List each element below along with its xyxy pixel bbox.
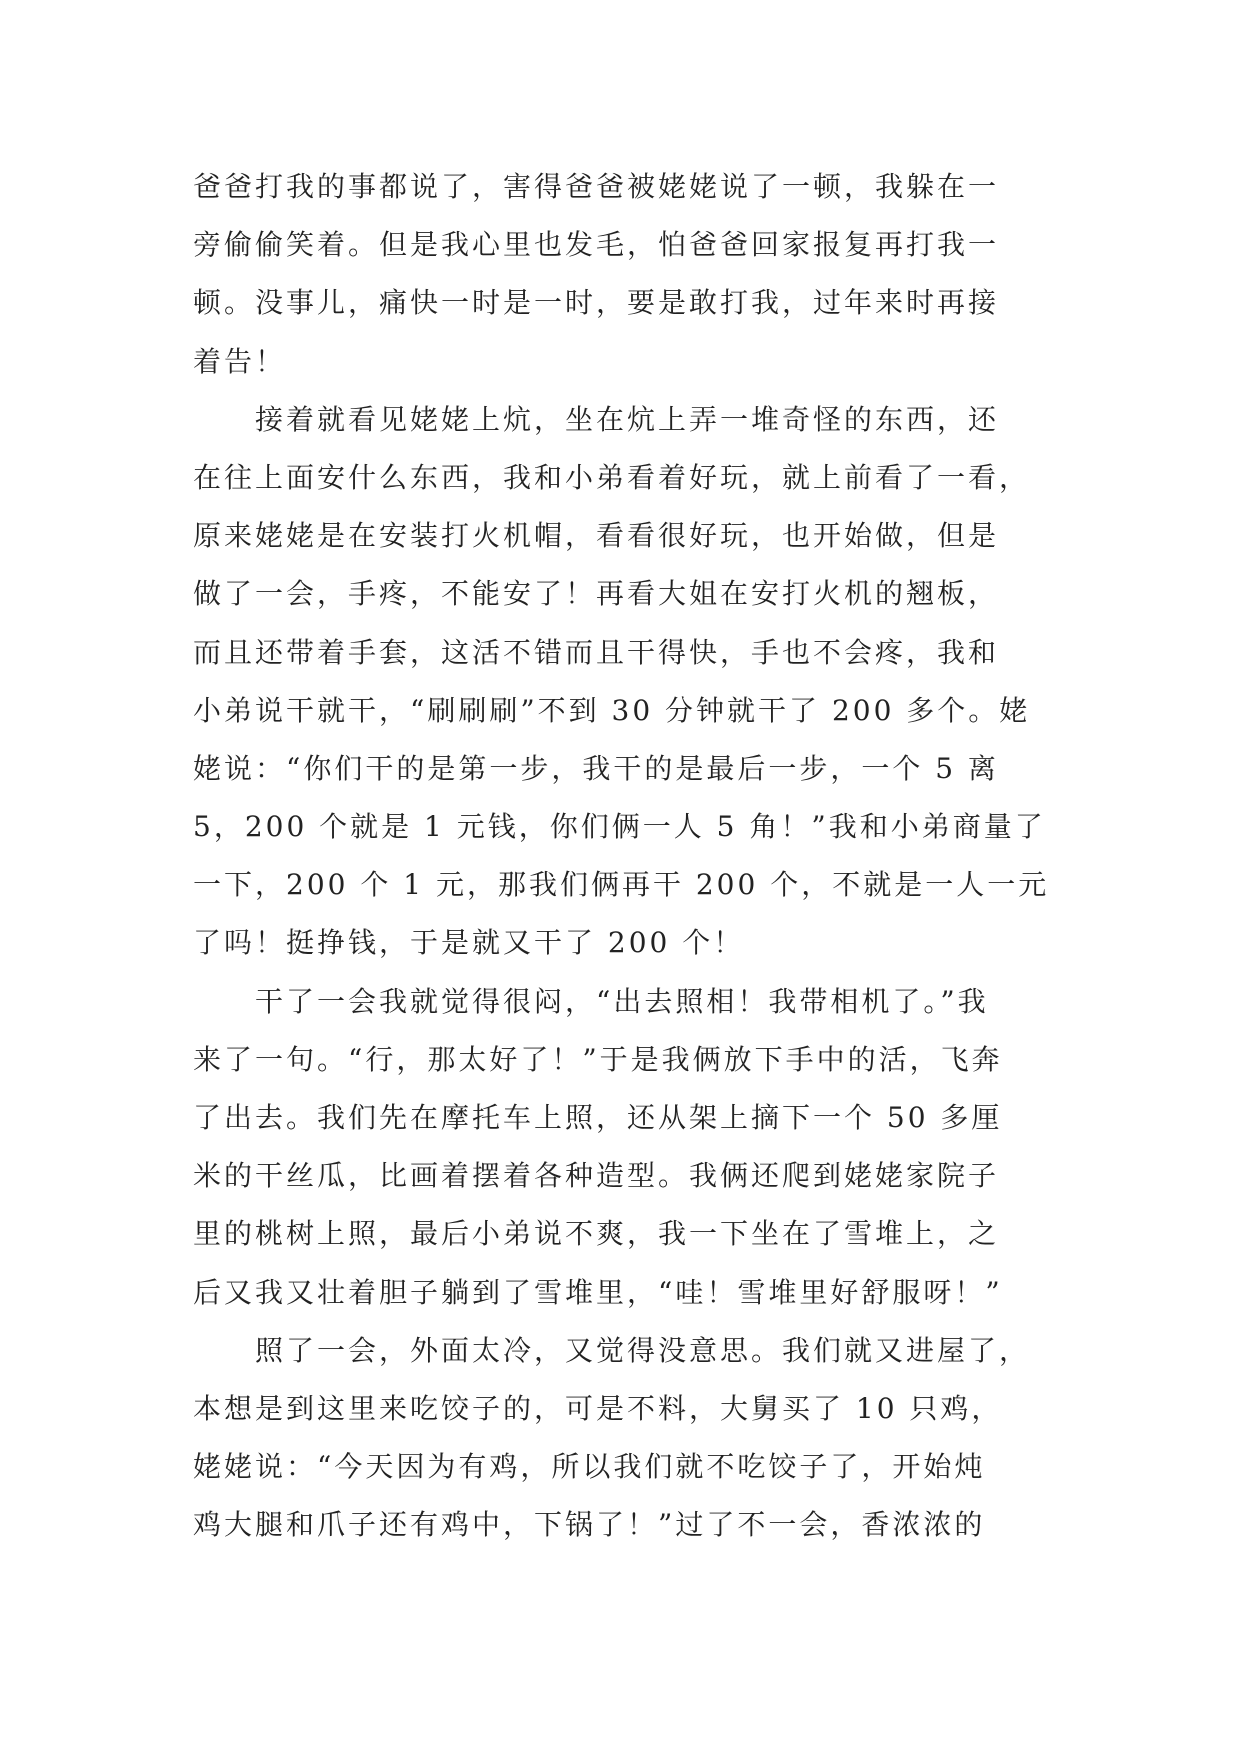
text-line: 了吗！挺挣钱，于是就又干了 200 个！ xyxy=(193,926,745,960)
text-line: 来了一句。“行，那太好了！”于是我俩放下手中的活，飞奔 xyxy=(193,1042,1003,1076)
document-body xyxy=(193,158,1073,1555)
text-line: 旁偷偷笑着。但是我心里也发毛，怕爸爸回家报复再打我一 xyxy=(193,228,1000,262)
text-line: 而且还带着手套，这活不错而且干得快，手也不会疼，我和 xyxy=(193,635,1000,669)
text-line: 一下，200 个 1 元，那我们俩再干 200 个，不就是一人一元 xyxy=(193,868,1050,902)
text-line: 接着就看见姥姥上炕，坐在炕上弄一堆奇怪的东西，还 xyxy=(255,402,1000,436)
text-line: 了出去。我们先在摩托车上照，还从架上摘下一个 50 多厘 xyxy=(193,1101,1003,1134)
text-line: 爸爸打我的事都说了，害得爸爸被姥姥说了一顿，我躲在一 xyxy=(193,170,1000,203)
text-line: 干了一会我就觉得很闷，“出去照相！我带相机了。”我 xyxy=(255,984,989,1018)
text-line: 姥姥说：“今天因为有鸡，所以我们就不吃饺子了，开始炖 xyxy=(193,1450,986,1484)
text-line: 照了一会，外面太冷，又觉得没意思。我们就又进屋了， xyxy=(255,1333,1031,1367)
text-line: 后又我又壮着胆子躺到了雪堆里，“哇！雪堆里好舒服呀！” xyxy=(193,1275,1003,1309)
text-line: 做了一会，手疼，不能安了！再看大姐在安打火机的翘板， xyxy=(193,577,1000,611)
text-line: 米的干丝瓜，比画着摆着各种造型。我俩还爬到姥姥家院子 xyxy=(193,1159,1000,1193)
paragraph-1 xyxy=(193,158,1073,391)
text-line: 小弟说干就干，“刷刷刷”不到 30 分钟就干了 200 多个。姥 xyxy=(193,693,1031,727)
paragraph-2 xyxy=(193,391,1073,973)
text-line: 顿。没事儿，痛快一时是一时，要是敢打我，过年来时再接 xyxy=(193,286,1000,320)
text-line: 5，200 个就是 1 元钱，你们俩一人 5 角！”我和小弟商量了 xyxy=(193,810,1046,844)
text-line: 在往上面安什么东西，我和小弟看着好玩，就上前看了一看， xyxy=(193,460,1031,494)
text-line: 本想是到这里来吃饺子的，可是不料，大舅买了 10 只鸡， xyxy=(193,1391,1003,1425)
paragraph-4 xyxy=(193,1322,1073,1555)
text-line: 鸡大腿和爪子还有鸡中，下锅了！”过了不一会，香浓浓的 xyxy=(193,1508,986,1542)
paragraph-3 xyxy=(193,973,1073,1322)
text-line: 着告！ xyxy=(193,344,287,378)
text-line: 姥说：“你们干的是第一步，我干的是最后一步，一个 5 离 xyxy=(193,751,999,785)
text-line: 里的桃树上照，最后小弟说不爽，我一下坐在了雪堆上，之 xyxy=(193,1217,1000,1251)
text-line: 原来姥姥是在安装打火机帽，看看很好玩，也开始做，但是 xyxy=(193,519,1000,553)
